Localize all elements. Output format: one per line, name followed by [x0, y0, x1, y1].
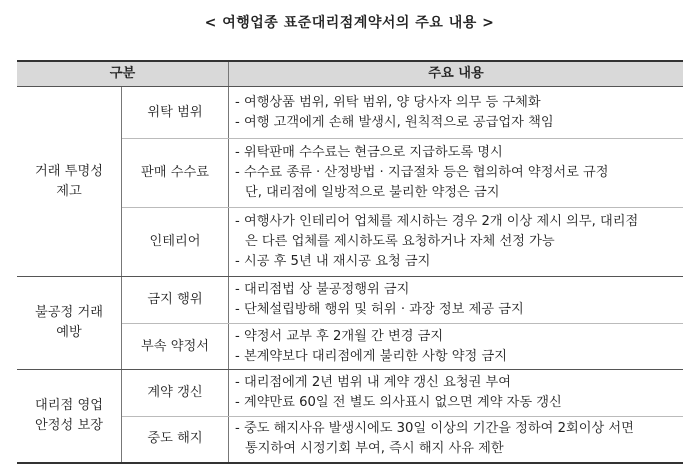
- table-row: [17, 87, 683, 139]
- content-line: - 대리점법 상 불공정행위 금지: [235, 282, 410, 297]
- content-line: - 여행사가 인테리어 업체를 제시하는 경우 2개 이상 제시 의무, 대리점: [235, 214, 639, 229]
- content-cell: [229, 139, 684, 208]
- content-line: - 수수료 종류 · 산정방법 · 지급절차 등은 협의하여 약정서로 규정: [235, 165, 609, 180]
- table-row: [17, 370, 683, 417]
- content-line: - 대리점에게 2년 범위 내 계약 갱신 요청권 부여: [235, 375, 511, 390]
- table-header-row: [17, 61, 683, 87]
- subcategory-cell: 부속 약정서: [122, 324, 229, 370]
- subcategory-cell: 금지 행위: [122, 277, 229, 324]
- category-cell: [17, 87, 122, 277]
- content-cell: [229, 417, 684, 463]
- subcategory-cell: 판매 수수료: [122, 139, 229, 208]
- category-label: 대리점 영업 안정성 보장: [35, 397, 103, 433]
- content-cell: [229, 208, 684, 277]
- category-cell: [17, 277, 122, 370]
- subcategory-cell: 위탁 범위: [122, 87, 229, 139]
- category-label: 불공정 거래 예방: [35, 305, 103, 340]
- content-line: - 위탁판매 수수료는 현금으로 지급하도록 명시: [235, 145, 503, 160]
- contract-summary-table: [17, 60, 683, 464]
- content-cell: [229, 324, 684, 370]
- content-line: 은 다른 업체를 제시하도록 요청하거나 자체 선정 가능: [245, 234, 555, 249]
- subcategory-cell: 중도 해지: [122, 417, 229, 463]
- content-line: 통지하여 시정기회 부여, 즉시 해지 사유 제한: [245, 441, 504, 457]
- content-line: - 여행 고객에게 손해 발생시, 원칙적으로 공급업자 책임: [235, 114, 554, 130]
- category-label: 거래 투명성 제고: [35, 163, 103, 199]
- content-line: 단, 대리점에 일방적으로 불리한 약정은 금지: [245, 185, 500, 200]
- content-line: - 단체설립방해 행위 및 허위 · 과장 정보 제공 금지: [235, 302, 524, 317]
- content-line: - 시공 후 5년 내 재시공 요청 금지: [235, 254, 431, 269]
- content-line: - 중도 해지사유 발생시에도 30일 이상의 기간을 정하여 2회이상 서면: [235, 421, 634, 437]
- content-line: - 계약만료 60일 전 별도 의사표시 없으면 계약 자동 갱신: [235, 395, 562, 410]
- content-line: - 약정서 교부 후 2개월 간 변경 금지: [235, 328, 444, 344]
- subcategory-cell: 인테리어: [122, 208, 229, 277]
- content-line: - 본계약보다 대리점에게 불리한 사항 약정 금지: [235, 348, 507, 364]
- table-row: [17, 277, 683, 324]
- content-cell: [229, 277, 684, 324]
- subcategory-cell: 계약 갱신: [122, 370, 229, 417]
- content-cell: [229, 87, 684, 139]
- content-line: - 여행상품 범위, 위탁 범위, 양 당사자 의무 등 구체화: [235, 94, 541, 110]
- category-cell: [17, 370, 122, 463]
- document-title: < 여행업종 표준대리점계약서의 주요 내용 >: [204, 15, 495, 31]
- header-category: 구분: [17, 61, 229, 87]
- header-content: 주요 내용: [229, 61, 684, 87]
- content-cell: [229, 370, 684, 417]
